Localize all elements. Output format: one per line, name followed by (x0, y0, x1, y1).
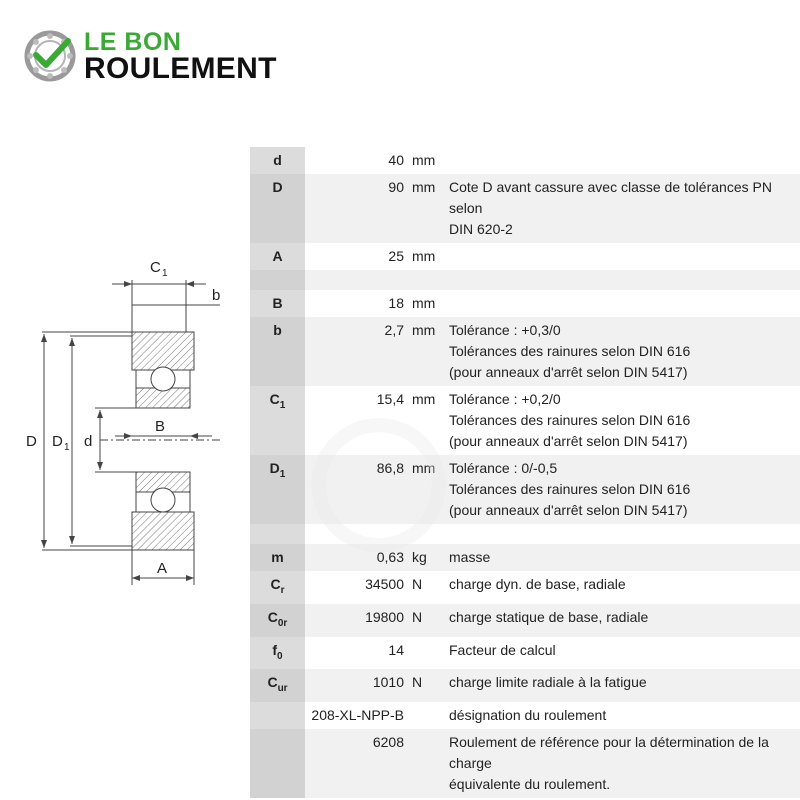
table-row (250, 544, 800, 571)
table-row (250, 174, 800, 243)
row-symbol: $f_0$ (250, 637, 305, 670)
row-symbol (250, 702, 305, 729)
table-row (250, 571, 800, 604)
table-row (250, 317, 800, 386)
row-value: 19800 (365, 608, 404, 625)
diagram-label-c1: C (150, 259, 161, 276)
table-spacer (250, 524, 800, 544)
diagram-label-d: d (84, 433, 93, 450)
diagram-label-c1-sub: 1 (162, 268, 168, 279)
table-row (250, 290, 800, 317)
row-description: Roulement de référence pour la détermination de la charge équivalente du roulement. (449, 734, 769, 793)
row-unit: mm (412, 152, 436, 168)
row-symbol: $C_{0r}$ (250, 604, 305, 637)
row-value: 1010 (372, 674, 404, 691)
row-value: 2,7 (384, 322, 404, 338)
row-description: charge limite radiale à la fatigue (449, 674, 647, 691)
row-symbol: b (250, 317, 305, 386)
diagram-label-A: A (157, 560, 168, 577)
row-value: 86,8 (376, 460, 404, 476)
row-value: 34500 (365, 576, 404, 592)
row-unit: kg (412, 549, 427, 565)
table-row (250, 637, 800, 670)
row-description (443, 147, 800, 174)
brand-logo (24, 28, 314, 88)
row-symbol: $C_1$ (250, 386, 305, 455)
row-value: 18 (388, 295, 404, 311)
row-symbol: A (250, 243, 305, 270)
brand-line1: LE BON (84, 28, 182, 56)
row-unit (406, 702, 443, 729)
table-row (250, 729, 800, 798)
row-value: 14 (388, 641, 404, 658)
row-description: Facteur de calcul (449, 641, 556, 658)
diagram-label-B: B (155, 418, 166, 435)
table-row (250, 243, 800, 270)
row-unit: N (412, 576, 423, 592)
row-symbol: $C_r$ (250, 571, 305, 604)
row-symbol: d (250, 147, 305, 174)
row-symbol: D (250, 174, 305, 243)
row-symbol: m (250, 544, 305, 571)
diagram-label-D1-sub: 1 (64, 442, 70, 453)
table-row (250, 147, 800, 174)
row-unit: mm (412, 248, 436, 264)
row-unit: N (412, 608, 423, 625)
row-value: 90 (388, 179, 404, 195)
diagram-label-b-small: b (212, 287, 221, 304)
row-description (443, 243, 800, 270)
diagram-label-D: D (26, 433, 37, 450)
row-value: 40 (388, 152, 404, 168)
row-description: masse (449, 549, 491, 565)
row-symbol: $D_1$ (250, 455, 305, 524)
row-unit: mm (412, 322, 436, 338)
row-unit (406, 729, 443, 798)
table-row (250, 669, 800, 702)
table-row (250, 604, 800, 637)
table-spacer (250, 270, 800, 290)
diagram-label-D1: D (52, 433, 63, 450)
brand-line2: ROULEMENT (84, 52, 277, 85)
bearing-cross-section-diagram (20, 250, 240, 590)
row-unit: mm (412, 295, 436, 311)
table-row (250, 386, 800, 455)
table-row (250, 455, 800, 524)
row-description: Tolérance : +0,2/0 Tolérances des rainures selon DIN 616 (pour anneaux d'arrêt selon DIN 5417) (449, 391, 691, 449)
spec-table (250, 147, 800, 798)
table-row (250, 702, 800, 729)
row-description: charge statique de base, radiale (449, 608, 649, 625)
row-unit: mm (412, 179, 436, 195)
row-description: Cote D avant cassure avec classe de tolérances PN selon DIN 620-2 (449, 179, 772, 237)
row-unit: mm (412, 391, 436, 407)
row-unit: N (412, 674, 423, 691)
row-symbol (250, 729, 305, 798)
row-unit (406, 637, 443, 670)
row-symbol: $C_{ur}$ (250, 669, 305, 702)
row-description (443, 290, 800, 317)
row-unit: mm (412, 460, 436, 476)
row-value: 208-XL-NPP-B (311, 707, 404, 724)
bearing-check-logo-icon (24, 30, 76, 82)
row-value: 15,4 (376, 391, 404, 407)
row-description: désignation du roulement (449, 707, 607, 724)
row-value: 25 (388, 248, 404, 264)
row-value: 6208 (372, 734, 404, 751)
row-symbol: B (250, 290, 305, 317)
row-description: Tolérance : 0/-0,5 Tolérances des rainures selon DIN 616 (pour anneaux d'arrêt selon DIN 5417) (449, 460, 691, 518)
row-description: Tolérance : +0,3/0 Tolérances des rainures selon DIN 616 (pour anneaux d'arrêt selon DIN 5417) (449, 322, 691, 380)
row-description: charge dyn. de base, radiale (449, 576, 626, 592)
row-value: 0,63 (376, 549, 404, 565)
